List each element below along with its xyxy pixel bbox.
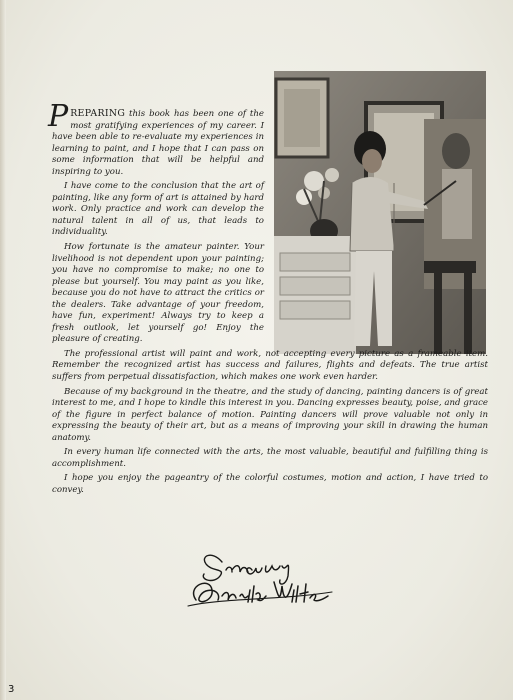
letter-paragraph-5: Because of my background in the theatre, and the study of dancing, painting dancers is of great interest to me, and I hope to kindle this interest in you. Dancing expresses beauty, poise, and grace of the figure in perfect balance of motion. Painting dancers will prove valuable not only in expressing the beauty of their art, but as a means of improving your skill in drawing the human anatomy. [52, 386, 488, 443]
opening-caps: REPARING [70, 108, 126, 119]
drop-cap: P [48, 99, 69, 134]
page-number: 3 [8, 684, 15, 695]
letter-paragraph-1 [48, 99, 264, 178]
letter-paragraph-2: I have come to the conclusion that the art of painting, like any form of art is attained by hard work. Only practice and work can develop the natural talent in all of us, that leads to individuality. [52, 181, 264, 238]
letter-paragraph-6: In every human life connected with the arts, the most valuable, beautiful and fulfilling thing is accomplishment. [52, 447, 488, 469]
paragraph-1-text: this book has been one of the most gratifying experiences of my career. I have been able to re-evaluate my experiences in learning to paint, and I hope that I can pass on some information that will be helpful and inspiring to you. [52, 109, 264, 177]
handwritten-signature [182, 546, 342, 616]
letter-paragraph-7: I hope you enjoy the pageantry of the colorful costumes, motion and action, I have tried to convey. [52, 473, 488, 495]
letter-paragraph-4: The professional artist will paint and work, not accepting every picture as a frameable item. Remember the recognized artist has success and failures, flights and defeats. The true artist suffers from perpetual dissatisfaction, which makes one work even harder. [52, 348, 488, 383]
letter-paragraph-3: How fortunate is the amateur painter. Your livelihood is not dependent upon your painting; you have no compromise to make; no one to please but yourself. You may paint as you like, because you do not have to attract the critics or the dealers. Take advantage of your freedom, have fun, experiment! Always try to keep a fresh outlook, let yourself go! Enjoy the pleasure of creating. [52, 242, 264, 345]
page-edge-shadow [0, 0, 6, 700]
letter-text [48, 99, 488, 500]
